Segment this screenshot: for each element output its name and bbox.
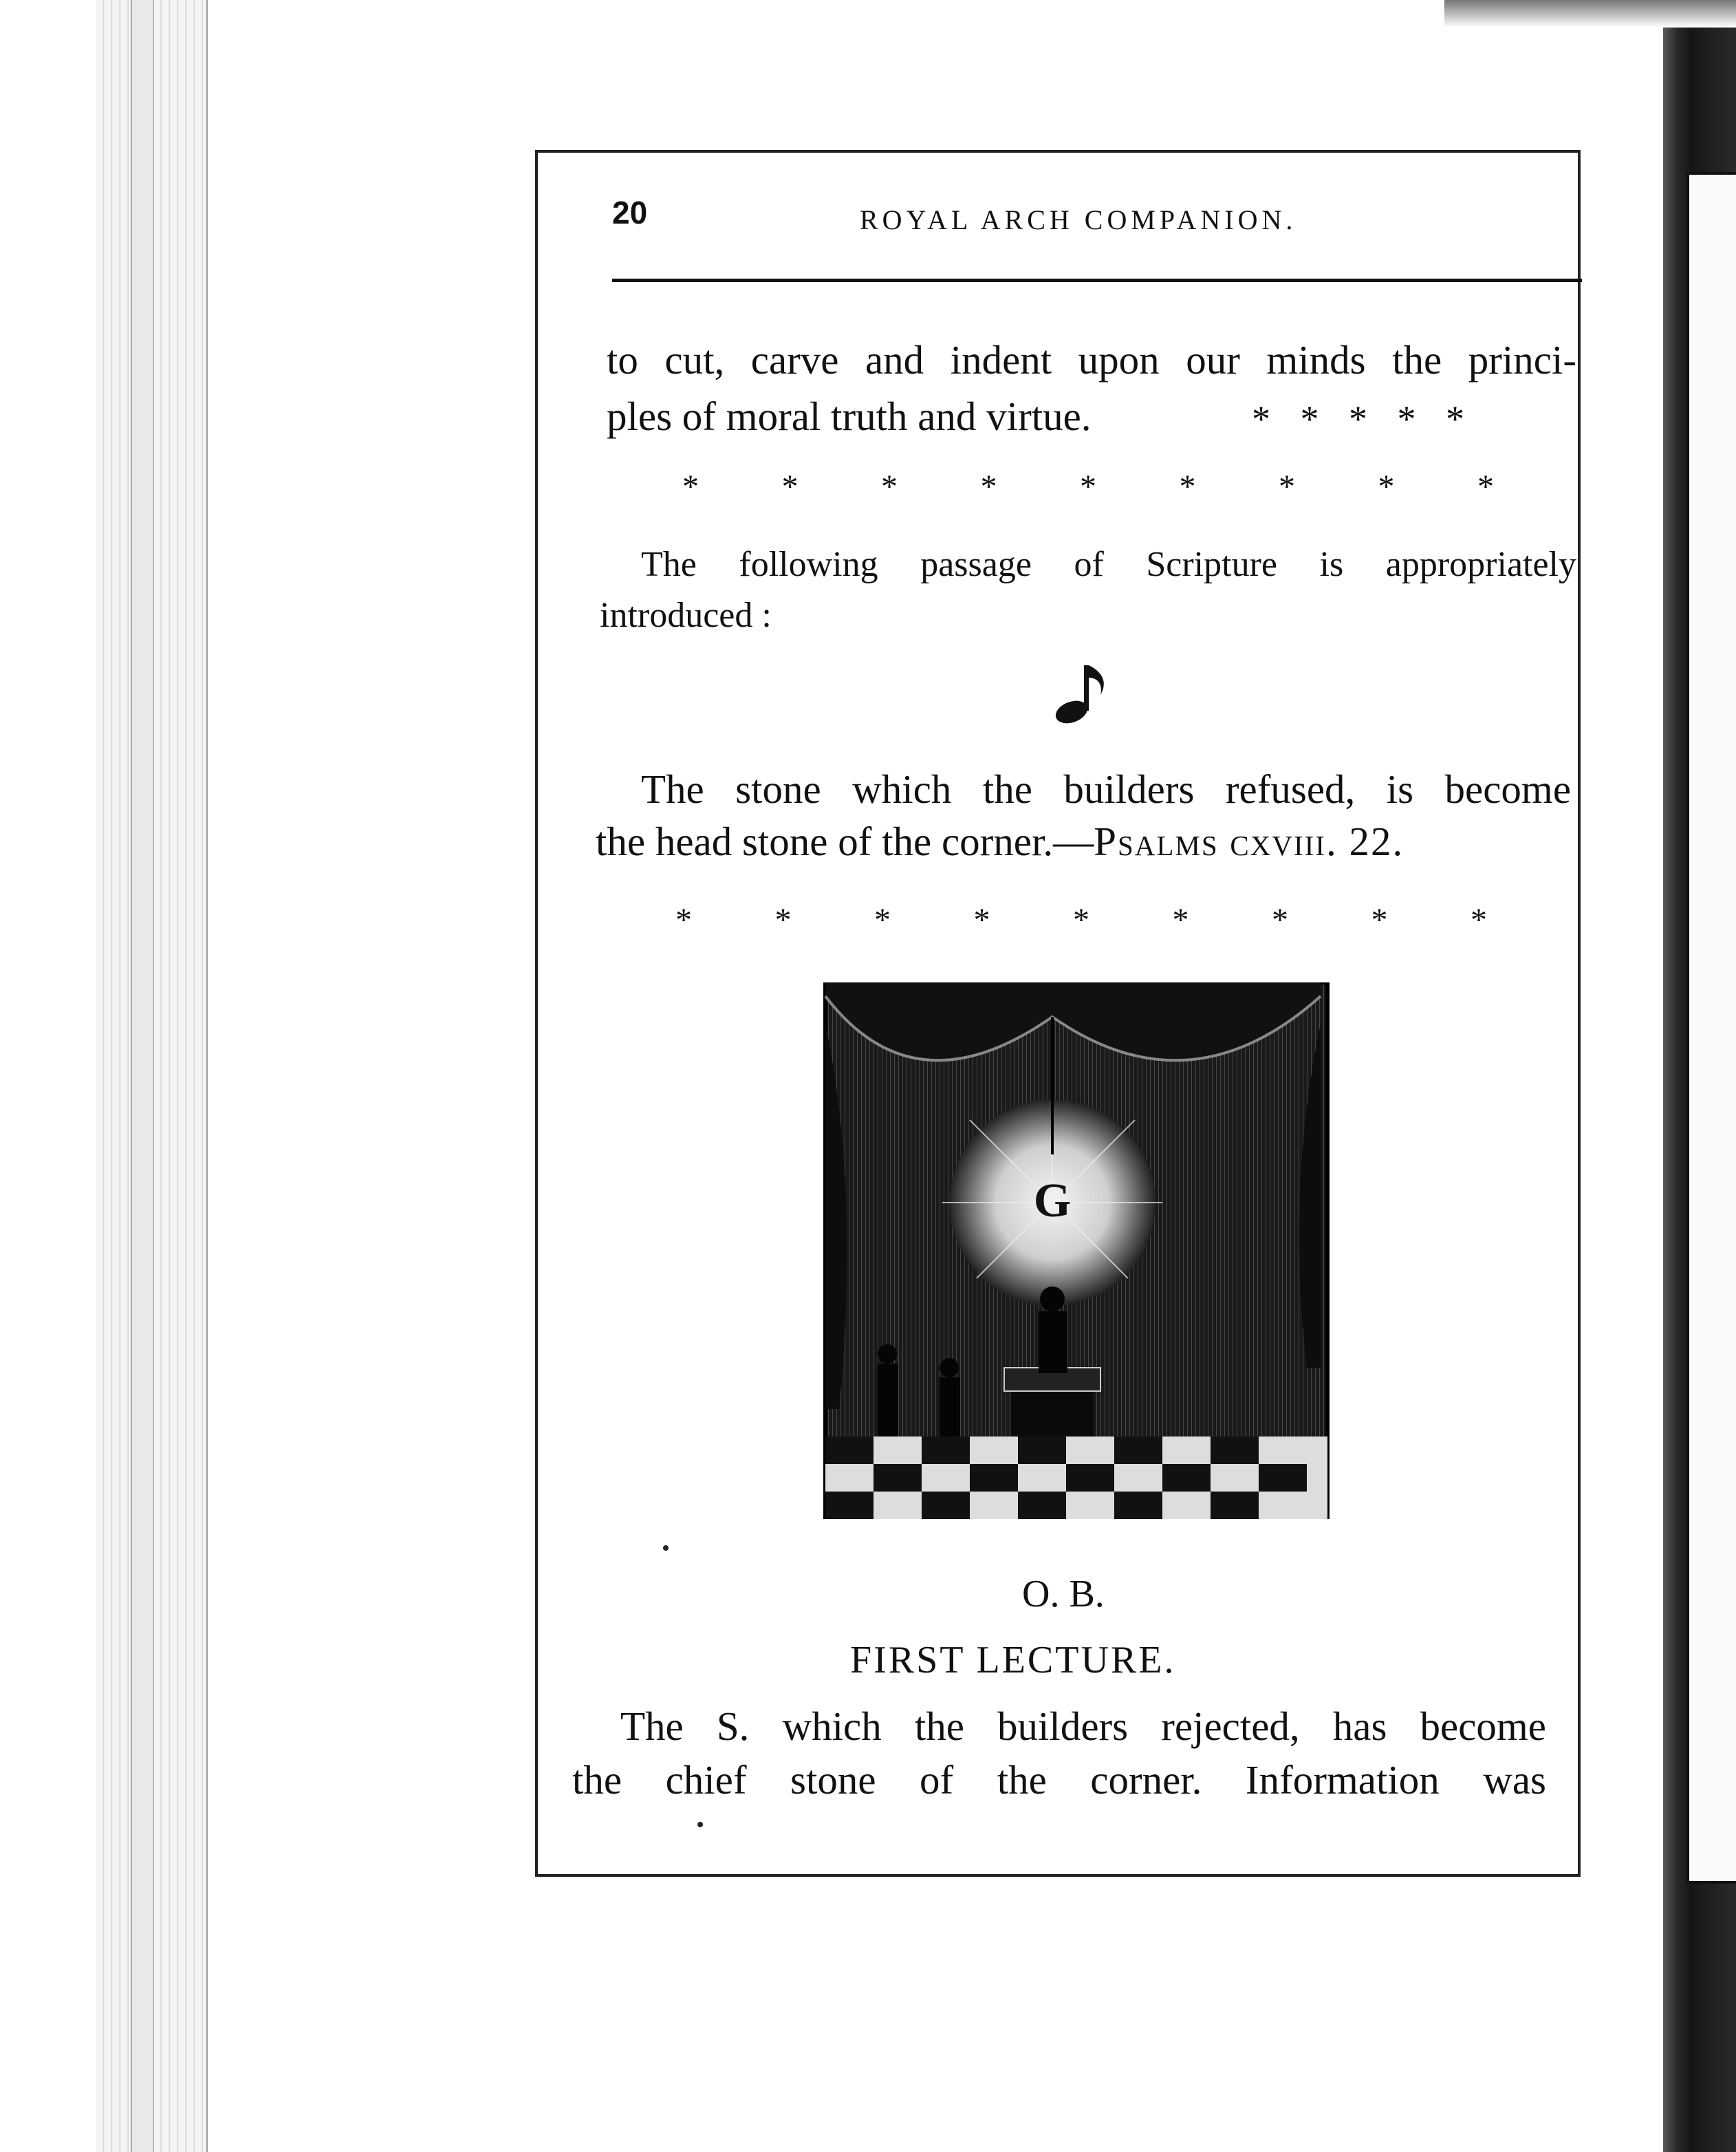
heading-ob: O. B. bbox=[1022, 1573, 1105, 1615]
verse-line2 bbox=[596, 816, 1404, 867]
header-rule bbox=[612, 279, 1582, 282]
engraving-illustration bbox=[812, 982, 1334, 1519]
verse-line2-text: the head stone of the corner.— bbox=[596, 819, 1094, 864]
para1-line2: ples of moral truth and virtue. bbox=[607, 394, 1092, 439]
verse-line1: The stone which the builders refused, is become bbox=[641, 766, 1571, 812]
para3-line1: The S. which the builders rejected, has become bbox=[620, 1703, 1546, 1749]
scan-shadow bbox=[1444, 0, 1736, 28]
page-number: 20 bbox=[612, 195, 648, 230]
para1-line1: to cut, carve and indent upon our minds the princi- bbox=[607, 337, 1576, 383]
book-page-edge-strip bbox=[131, 0, 154, 2152]
star-divider: * * * * * * * * * bbox=[675, 902, 1487, 938]
ink-speck bbox=[663, 1545, 669, 1551]
star-divider: * * * * * * * * * bbox=[682, 469, 1494, 505]
verse-citation: Psalms cxviii. 22. bbox=[1094, 819, 1404, 864]
next-page-edge bbox=[1686, 172, 1736, 1884]
para2-line2: introduced : bbox=[600, 596, 772, 635]
eighth-note-icon bbox=[1052, 657, 1114, 726]
para2-line1: The following passage of Scripture is appropriately bbox=[641, 545, 1576, 584]
running-title: ROYAL ARCH COMPANION. bbox=[860, 204, 1297, 235]
para3-line2: the chief stone of the corner. Information was bbox=[572, 1757, 1546, 1803]
para1-stars: * * * * * bbox=[1252, 398, 1464, 440]
ink-speck bbox=[697, 1822, 703, 1827]
engraving-letter: G bbox=[1033, 1174, 1072, 1227]
heading-first-lecture: FIRST LECTURE. bbox=[850, 1639, 1176, 1681]
